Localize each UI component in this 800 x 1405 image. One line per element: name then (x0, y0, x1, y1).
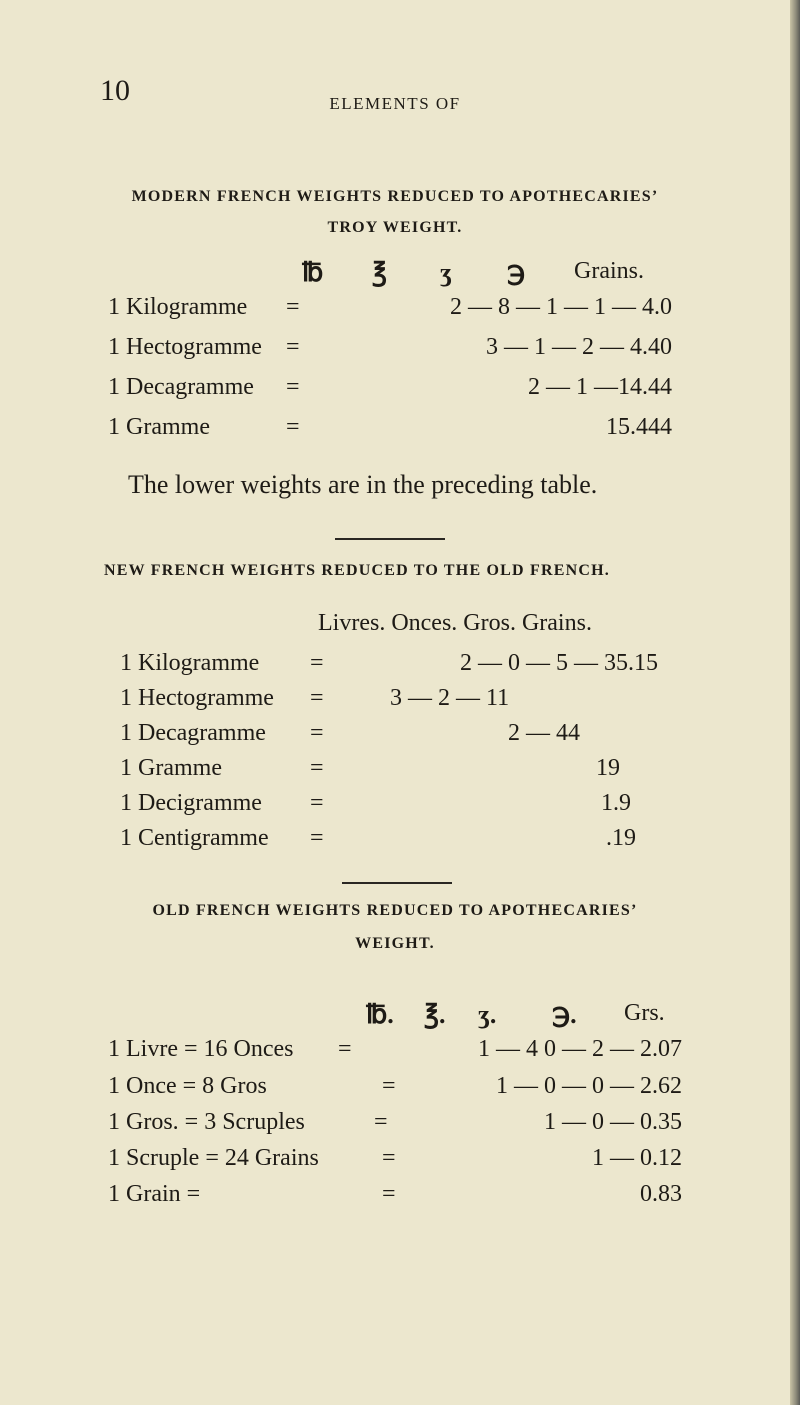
table2-row-4-values: 19 (596, 755, 620, 781)
table2-row-5-values: 1.9 (601, 790, 631, 816)
table1-note: The lower weights are in the preceding table. (128, 470, 598, 499)
table2-row-2-eq: = (310, 685, 324, 711)
table3-row-2-name: 1 Once = 8 Gros (108, 1073, 267, 1099)
table1-row-3-name: 1 Decagramme (108, 374, 254, 400)
table3-row-4-name: 1 Scruple = 24 Grains (108, 1145, 319, 1171)
table2-row-5-eq: = (310, 790, 324, 816)
table3-row-5-eq: = (382, 1181, 396, 1207)
table3-row-2-values: 1 — 0 — 0 — 2.62 (496, 1073, 682, 1099)
table3-row-4-eq: = (382, 1145, 396, 1171)
table2-row-4-eq: = (310, 755, 324, 781)
table2-row-3-values: 2 — 44 (508, 720, 580, 746)
table3-row-1-name: 1 Livre = 16 Onces (108, 1036, 294, 1062)
table1-row-4-name: 1 Gramme (108, 414, 210, 440)
ounce-symbol: ℥ (372, 258, 388, 287)
table2-row-1-eq: = (310, 650, 324, 676)
table3-grains-header: Grs. (624, 1000, 665, 1026)
table3-drachm-symbol: ʒ. (478, 1000, 497, 1029)
table3-row-4-values: 1 — 0.12 (592, 1145, 682, 1171)
section-divider-2 (342, 882, 452, 884)
table1-row-2-name: 1 Hectogramme (108, 334, 262, 360)
table1-heading: MODERN FRENCH WEIGHTS REDUCED TO APOTHECARIES’ (131, 188, 659, 205)
table3-scruple-symbol: ℈. (552, 1000, 577, 1029)
table3-ounce-symbol: ℥. (424, 1000, 446, 1029)
table2-row-1-name: 1 Kilogramme (120, 650, 260, 676)
table1-row-2-eq: = (286, 334, 300, 360)
table3-row-3-values: 1 — 0 — 0.35 (544, 1109, 682, 1135)
table1-row-1-eq: = (286, 294, 300, 320)
table3-row-3-eq: = (374, 1109, 388, 1135)
table2-row-4-name: 1 Gramme (120, 755, 222, 781)
drachm-symbol: ʒ (440, 258, 452, 287)
table3-row-5-name: 1 Grain = (108, 1181, 201, 1207)
table3-heading: OLD FRENCH WEIGHTS REDUCED TO APOTHECARIES’ (152, 902, 638, 919)
section-divider (335, 538, 445, 540)
table1-row-4-eq: = (286, 414, 300, 440)
table2-column-header: Livres. Onces. Gros. Grains. (318, 610, 592, 636)
scruple-symbol: ℈ (507, 258, 526, 287)
table2-row-5-name: 1 Decigramme (120, 790, 262, 816)
book-gutter-edge (790, 0, 800, 1405)
table2-row-3-name: 1 Decagramme (120, 720, 266, 746)
page-number: 10 (100, 74, 130, 107)
table1-subheading: TROY WEIGHT. (327, 219, 463, 236)
table2-heading: NEW FRENCH WEIGHTS REDUCED TO THE OLD FRENCH. (104, 562, 610, 579)
table2-row-2-name: 1 Hectogramme (120, 685, 274, 711)
table2-row-6-name: 1 Centigramme (120, 825, 269, 851)
table2-row-3-eq: = (310, 720, 324, 746)
table1-row-1-values: 2 — 8 — 1 — 1 — 4.0 (450, 294, 672, 320)
table3-row-2-eq: = (382, 1073, 396, 1099)
table3-row-1-eq: = (338, 1036, 352, 1062)
table1-row-3-eq: = (286, 374, 300, 400)
table3-row-1-values: 1 — 4 0 — 2 — 2.07 (478, 1036, 682, 1062)
table2-row-1-values: 2 — 0 — 5 — 35.15 (460, 650, 658, 676)
grains-header: Grains. (574, 258, 644, 284)
table3-subheading: WEIGHT. (355, 935, 435, 952)
table1-row-3-values: 2 — 1 —14.44 (528, 374, 672, 400)
table2-row-6-eq: = (310, 825, 324, 851)
table1-row-2-values: 3 — 1 — 2 — 4.40 (486, 334, 672, 360)
table2-row-6-values: .19 (606, 825, 636, 851)
table3-row-3-name: 1 Gros. = 3 Scruples (108, 1109, 305, 1135)
table2-row-2-values: 3 — 2 — 11 (390, 685, 510, 711)
pound-symbol: ℔ (302, 258, 324, 287)
table3-row-5-values: 0.83 (640, 1181, 682, 1207)
running-head: ELEMENTS OF (329, 94, 461, 113)
table1-row-4-values: 15.444 (606, 414, 672, 440)
table3-pound-symbol: ℔. (366, 1000, 394, 1029)
table1-row-1-name: 1 Kilogramme (108, 294, 248, 320)
